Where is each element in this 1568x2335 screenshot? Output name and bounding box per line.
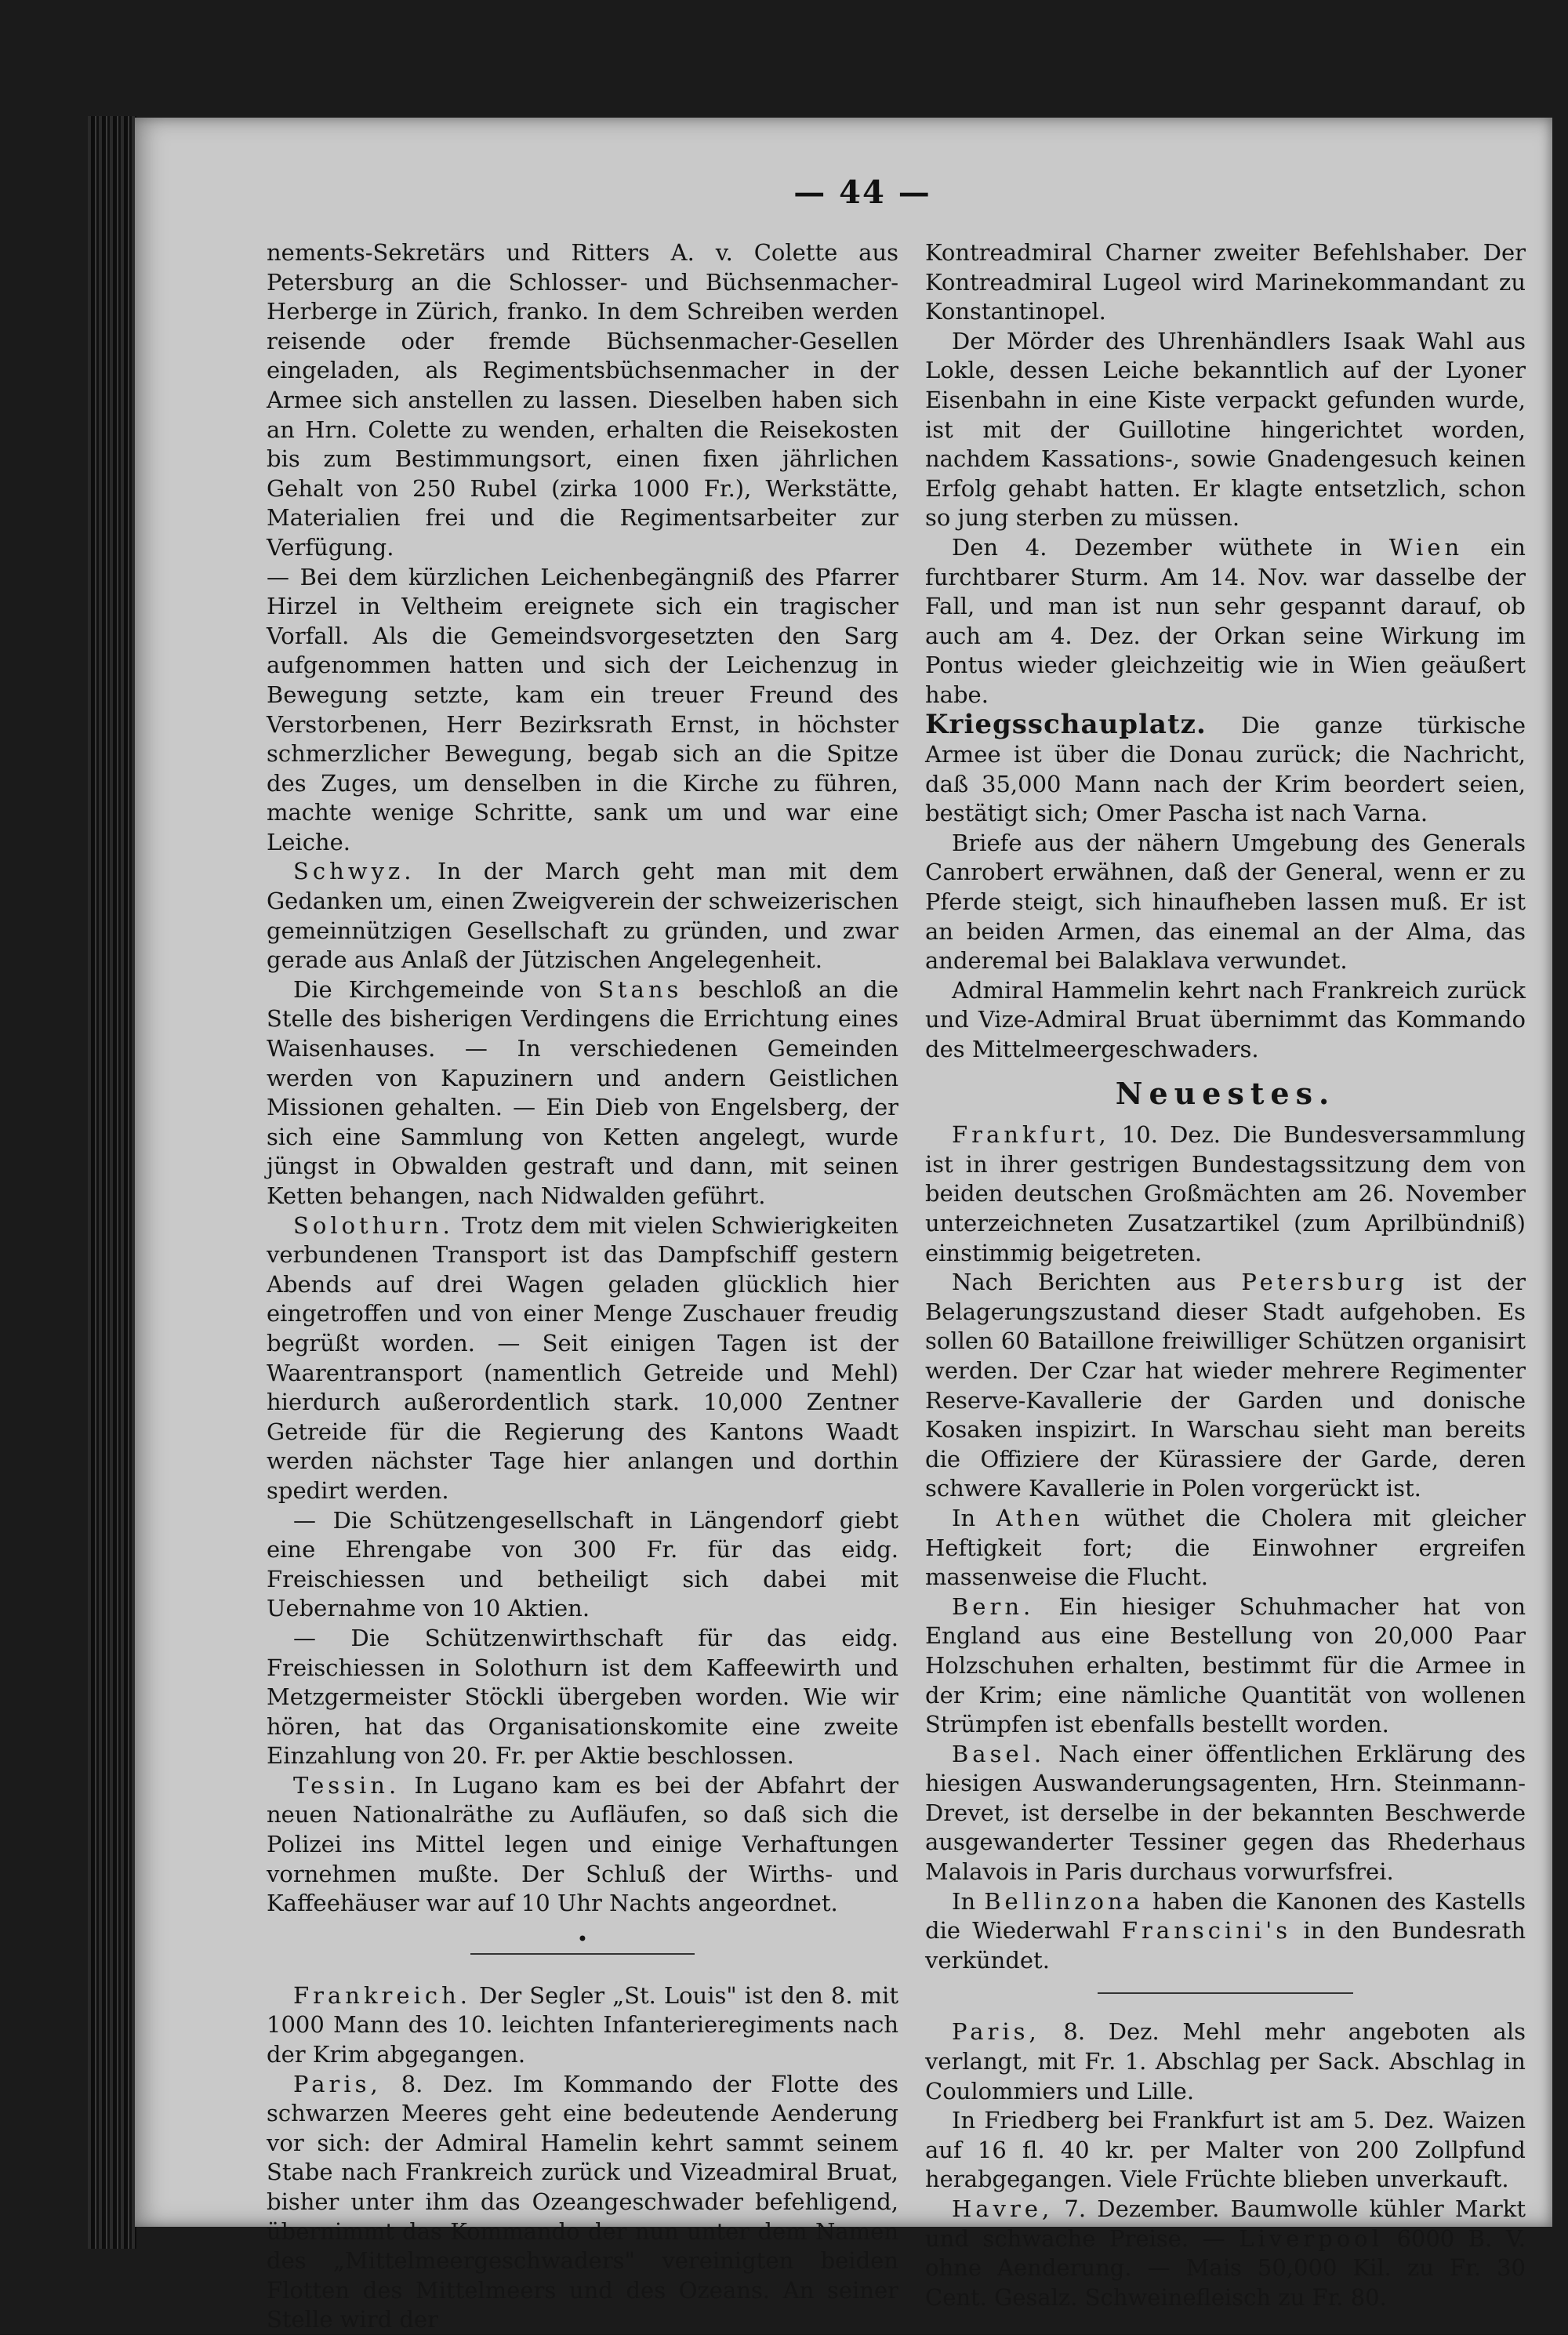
place-heading: Solothurn. — [293, 1211, 454, 1239]
article-text: Die Kirchgemeinde von — [293, 975, 599, 1003]
article-paragraph: nements-Sekretärs und Ritters A. v. Colette aus Petersburg an die Schlosser- und Büchsenmacher-Herberge in Zürich, franko. In dem Schreiben werden reisende oder fremde Büchsenmacher-Gesellen eingeladen, als Regimentsbüchsenmacher in der Armee sich anstellen zu lassen. Dieselben haben sich an Hrn. Colette zu wenden, erhalten die Reisekosten bis zum Bestimmungsort, einen fixen jährlichen Gehalt von 250 Rubel (zirka 1000 Fr.), Werkstätte, Materialien frei und die Regimentsarbeiter zur Verfügung. — [267, 239, 898, 561]
article-paragraph — [925, 710, 1526, 829]
article-text: 8. Dez. Im Kommando der Flotte des schwarzen Meeres geht eine bedeutende Aenderung vor sich: der Admiral Hamelin kehrt sammt seinem Stabe nach Frankreich zurück und Vizeadmiral Bruat, bisher unter ihm das Ozeangeschwader befehligend, übernimmt das Kommando der nun unter dem Namen des „Mittelmeergeschwaders" vereinigten beiden Flotten des Mittelmeers und des Ozeans. An seiner Stelle wird der — [267, 2070, 898, 2333]
article-paragraph: — Bei dem kürzlichen Leichenbegängniß des Pfarrer Hirzel in Veltheim ereignete sich ein tragischer Vorfall. Als die Gemeindsvorgesetzten den Sarg aufgenommen hatten und sich der Leichenzug in Bewegung setzte, kam ein treuer Freund des Verstorbenen, Herr Bezirksrath Ernst, in höchster schmerzlicher Bewegung, begab sich an die Spitze des Zuges, um denselben in die Kirche zu führen, machte wenige Schritte, sank um und war eine Leiche. — [267, 563, 898, 855]
article-text: Trotz dem mit vielen Schwierigkeiten verbundenen Transport ist das Dampfschiff gestern Abends auf drei Wagen geladen glücklich hier eingetroffen und von einer Menge Zuschauer freudig begrüßt worden. — Seit einigen Tagen ist der Waarentransport (namentlich Getreide und Mehl) hierdurch außerordentlich stark. 10,000 Zentner Getreide für die Regierung des Kantons Waadt werden nächster Tage hier anlangen und dorthin spedirt werden. — [267, 1211, 898, 1504]
place-name: Stans — [598, 975, 683, 1003]
article-text: 6000 B. V. ohne Aenderung. — Mais 50,000 Kil. zu Fr. 30 Cent. Gesalz. Schweinefleisch zu Fr. 80. — [925, 2224, 1526, 2311]
article-paragraph: Kontreadmiral Charner zweiter Befehlshaber. Der Kontreadmiral Lugeol wird Marinekommandant zu Konstantinopel. — [925, 239, 1526, 325]
article-text: 8. Dez. Mehl mehr angeboten als verlangt, mit Fr. 1. Abschlag per Sack. Abschlag in Coulommiers und Lille. — [925, 2018, 1526, 2104]
left-column — [267, 238, 898, 2335]
article-text: 7. Dezember. Baumwolle kühler Markt und schwache Preise. — — [925, 2195, 1526, 2252]
article-text: In Lugano kam es bei der Abfahrt der neuen Nationalräthe zu Aufläufen, so daß sich die Polizei ins Mittel legen und einige Verhaftungen vornehmen mußte. Der Schluß der Wirths- und Kaffeehäuser war auf 10 Uhr Nachts angeordnet. — [267, 1771, 898, 1917]
article-text: In der March geht man mit dem Gedanken um, einen Zweigverein der schweizerischen gemeinnützigen Gesellschaft zu gründen, und zwar gerade aus Anlaß der Jützischen Angelegenheit. — [267, 858, 898, 974]
book-binding — [88, 116, 136, 2249]
article-text: Ein hiesiger Schuhmacher hat von England aus eine Bestellung von 20,000 Paar Holzschuhen erhalten, bestimmt für die Armee in der Krim; eine nämliche Quantität von wollenen Strümpfen ist ebenfalls bestellt worden. — [925, 1592, 1526, 1738]
place-name: Bellinzona — [984, 1887, 1144, 1915]
place-name: Liverpool — [1239, 2224, 1383, 2252]
article-paragraph: Briefe aus der nähern Umgebung des Generals Canrobert erwähnen, daß der General, wenn er zu Pferde steigt, sich hinaufheben lassen muß. Er ist an beiden Armen, das einemal an der Alma, das anderemal bei Balaklava verwundet. — [925, 829, 1526, 975]
article-paragraph — [925, 533, 1526, 710]
place-name: Wien — [1388, 533, 1464, 561]
place-heading: Havre, — [952, 2195, 1054, 2222]
article-paragraph: — Die Schützengesellschaft in Längendorf giebt eine Ehrengabe von 300 Fr. für das eidg. Freischiessen und betheiligt sich dabei mit Uebernahme von 10 Aktien. — [267, 1506, 898, 1622]
article-text: 10. Dez. Die Bundesversammlung ist in ihrer gestrigen Bundestagssitzung dem von beiden deutschen Großmächten am 26. November unterzeichneten Zusatzartikel (zum Aprilbündniß) einstimmig beigetreten. — [925, 1121, 1526, 1266]
place-heading: Schwyz. — [293, 858, 416, 885]
article-paragraph — [925, 1887, 1526, 1976]
section-heading: Kriegsschauplatz. — [925, 708, 1207, 740]
article-text: Nach Berichten aus — [952, 1269, 1242, 1296]
place-heading: Frankreich. — [293, 1981, 471, 2009]
article-text: ist der Belagerungszustand dieser Stadt aufgehoben. Es sollen 60 Bataillone freiwilliger Schützen organisirt werden. Der Czar hat wieder mehrere Regimenter Reserve-Kavallerie der Garden und donische Kosaken inspizirt. In Warschau sieht man bereits die Offiziere der Kürassiere der Garde, deren schwere Kavallerie in Polen vorgerückt ist. — [925, 1269, 1526, 1502]
article-text: beschloß an die Stelle des bisherigen Verdingens die Errichtung eines Waisenhauses. — In verschiedenen Gemeinden werden von Kapuzinern und andern Geistlichen Missionen gehalten. — Ein Dieb von Engelsberg, der sich eine Sammlung von Ketten angelegt, wurde jüngst in Obwalden gestraft und dann, mit seinen Ketten behangen, nach Nidwalden geführt. — [267, 975, 898, 1209]
article-text: In — [952, 1887, 985, 1915]
article-paragraph — [925, 1120, 1526, 1268]
article-text: In — [952, 1504, 996, 1531]
article-paragraph — [925, 2195, 1526, 2312]
article-text: haben die Kanonen des Kastells die Wiederwahl — [925, 1887, 1526, 1945]
section-divider — [470, 1953, 695, 1955]
place-heading: Frankfurt, — [952, 1121, 1110, 1149]
article-paragraph — [267, 857, 898, 975]
article-paragraph — [925, 2017, 1526, 2106]
place-heading: Paris, — [293, 2070, 382, 2097]
place-name: Athen — [996, 1504, 1084, 1531]
place-heading: Basel. — [952, 1740, 1046, 1767]
article-paragraph: In Friedberg bei Frankfurt ist am 5. Dez. Waizen auf 16 fl. 40 kr. per Malter von 200 Zollpfund herabgegangen. Viele Früchte blieben unverkauft. — [925, 2107, 1526, 2193]
article-paragraph — [925, 1268, 1526, 1504]
article-paragraph — [925, 1592, 1526, 1740]
article-paragraph — [925, 1504, 1526, 1592]
separator-dot: • — [576, 1927, 589, 1950]
section-divider — [1098, 1992, 1353, 1994]
article-paragraph — [267, 1771, 898, 1919]
article-paragraph — [925, 1740, 1526, 1887]
article-paragraph — [267, 1211, 898, 1506]
right-column — [925, 238, 1526, 2312]
article-text: ein furchtbarer Sturm. Am 14. Nov. war dasselbe der Fall, und man ist nun sehr gespannt darauf, ob auch am 4. Dez. der Orkan seine Wirkung im Pontus wieder gleichzeitig wie in Wien geäußert habe. — [925, 533, 1526, 708]
article-paragraph — [267, 975, 898, 1211]
place-heading: Tessin. — [293, 1771, 401, 1799]
place-heading: Bern. — [952, 1592, 1035, 1620]
article-text: Die ganze türkische Armee ist über die Donau zurück; die Nachricht, daß 35,000 Mann nach der Krim beordert seien, bestätigt sich; Omer Pascha ist nach Varna. — [925, 711, 1526, 827]
section-title: Neuestes. — [1115, 1075, 1336, 1111]
place-heading: Paris, — [952, 2018, 1040, 2046]
article-text: Nach einer öffentlichen Erklärung des hiesigen Auswanderungsagenten, Hrn. Steinmann-Drevet, ist derselbe in der bekannten Beschwerde ausgewanderter Tessiner gegen das Rhederhaus Malavois in Paris durchaus vorwurfsfrei. — [925, 1740, 1526, 1886]
article-text: Der Segler „St. Louis" ist den 8. mit 1000 Mann des 10. leichten Infanterieregiments nach der Krim abgegangen. — [267, 1981, 898, 2068]
article-paragraph: Der Mörder des Uhrenhändlers Isaak Wahl aus Lokle, dessen Leiche bekanntlich auf der Lyoner Eisenbahn in eine Kiste verpackt gefunden wurde, ist mit der Guillotine hingerichtet worden, nachdem Kassations-, sowie Gnadengesuch keinen Erfolg gehabt hatten. Er klagte entsetzlich, schon so jung sterben zu müssen. — [925, 327, 1526, 532]
article-text: wüthet die Cholera mit gleicher Heftigkeit fort; die Einwohner ergreifen massenweise die Flucht. — [925, 1504, 1526, 1591]
article-paragraph: Admiral Hammelin kehrt nach Frankreich zurück und Vize-Admiral Bruat übernimmt das Kommando des Mittelmeergeschwaders. — [925, 976, 1526, 1063]
article-paragraph — [267, 2070, 898, 2335]
place-name: Petersburg — [1241, 1269, 1408, 1296]
article-paragraph — [267, 1981, 898, 2070]
person-name: Franscini's — [1121, 1917, 1292, 1945]
page-number: — 44 — — [793, 174, 931, 211]
article-text: Den 4. Dezember wüthete in — [952, 533, 1389, 561]
article-paragraph: — Die Schützenwirthschaft für das eidg. Freischiessen in Solothurn ist dem Kaffeewirth und Metzgermeister Stöckli übergeben worden. Wie wir hören, hat das Organisationskomite eine zweite Einzahlung von 20. Fr. per Aktie beschlossen. — [267, 1624, 898, 1770]
article-text: in den Bundesrath verkündet. — [925, 1917, 1526, 1974]
